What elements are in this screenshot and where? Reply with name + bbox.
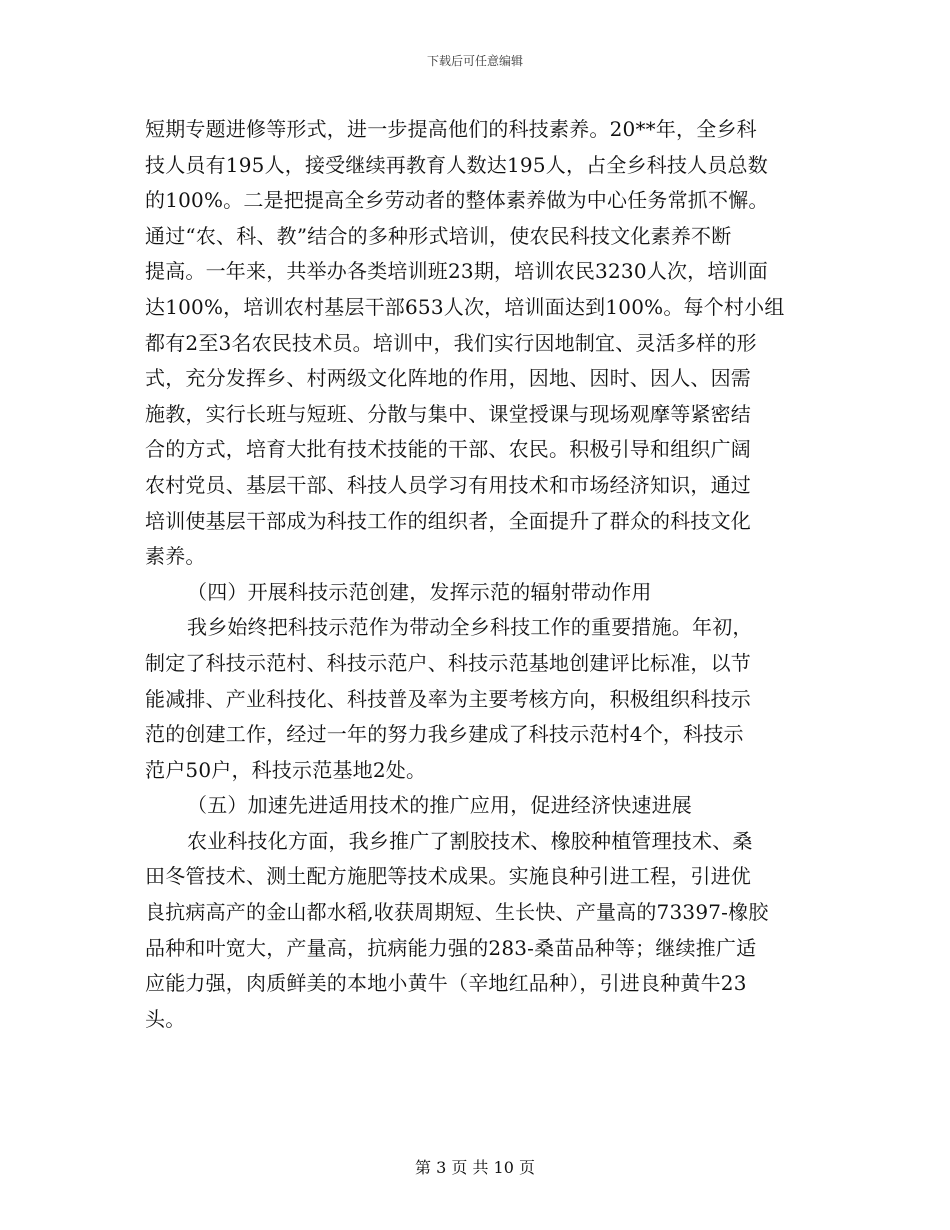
document-body xyxy=(145,112,805,1037)
text-line: 农业科技化方面，我乡推广了割胶技术、橡胶种植管理技术、桑 xyxy=(187,828,753,853)
section-heading: （四）开展科技示范创建，发挥示范的辐射带动作用 xyxy=(187,579,652,604)
text-line: 农村党员、基层干部、科技人员学习有用技术和市场经济知识，通过 xyxy=(145,472,751,497)
text-line: 能减排、产业科技化、科技普及率为主要考核方向，积极组织科技示 xyxy=(145,686,751,711)
text-line: 培训使基层干部成为科技工作的组织者，全面提升了群众的科技文化 xyxy=(145,508,751,533)
text-line: 范的创建工作，经过一年的努力我乡建成了科技示范村4个，科技示 xyxy=(145,722,744,747)
text-line: 提高。一年来，共举办各类培训班23期，培训农民3230人次，培训面 xyxy=(145,259,768,284)
text-line: 田冬管技术、测土配方施肥等技术成果。实施良种引进工程，引进优 xyxy=(145,864,751,889)
text-line: 技人员有195人，接受继续再教育人数达195人，占全乡科技人员总数 xyxy=(145,152,768,177)
text-line: 通过“农、科、教”结合的多种形式培训，使农民科技文化素养不断 xyxy=(145,223,732,248)
section-heading: （五）加速先进适用技术的推广应用，促进经济快速进展 xyxy=(187,793,692,818)
text-line: 式，充分发挥乡、村两级文化阵地的作用，因地、因时、因人、因需 xyxy=(145,366,751,391)
page-footer: 第 3 页 共 10 页 xyxy=(415,1158,535,1177)
text-line: 施教，实行长班与短班、分散与集中、课堂授课与现场观摩等紧密结 xyxy=(145,401,751,426)
text-line: 范户50户，科技示范基地2处。 xyxy=(145,757,427,782)
text-line: 的100%。二是把提高全乡劳动者的整体素养做为中心任务常抓不懈。 xyxy=(145,188,769,213)
text-line: 品种和叶宽大，产量高，抗病能力强的283-桑苗品种等；继续推广适 xyxy=(145,935,757,960)
text-line: 良抗病高产的金山都水稻,收获周期短、生长快、产量高的73397-橡胶 xyxy=(145,900,769,925)
text-line: 素养。 xyxy=(145,544,206,569)
text-line: 达100%，培训农村基层干部653人次，培训面达到100%。每个村小组 xyxy=(145,294,785,319)
text-line: 头。 xyxy=(145,1006,186,1031)
page-header: 下载后可任意编辑 xyxy=(426,54,523,68)
text-line: 应能力强，肉质鲜美的本地小黄牛（辛地红品种），引进良种黄牛23 xyxy=(145,971,747,996)
text-line: 合的方式，培育大批有技术技能的干部、农民。积极引导和组织广阔 xyxy=(145,437,751,462)
text-line: 制定了科技示范村、科技示范户、科技示范基地创建评比标准，以节 xyxy=(145,650,751,675)
text-line: 短期专题进修等形式，进一步提高他们的科技素养。20**年，全乡科 xyxy=(145,117,757,141)
text-line: 我乡始终把科技示范作为带动全乡科技工作的重要措施。年初， xyxy=(187,615,753,640)
text-line: 都有2至3名农民技术员。培训中，我们实行因地制宜、灵活多样的形 xyxy=(145,330,757,355)
